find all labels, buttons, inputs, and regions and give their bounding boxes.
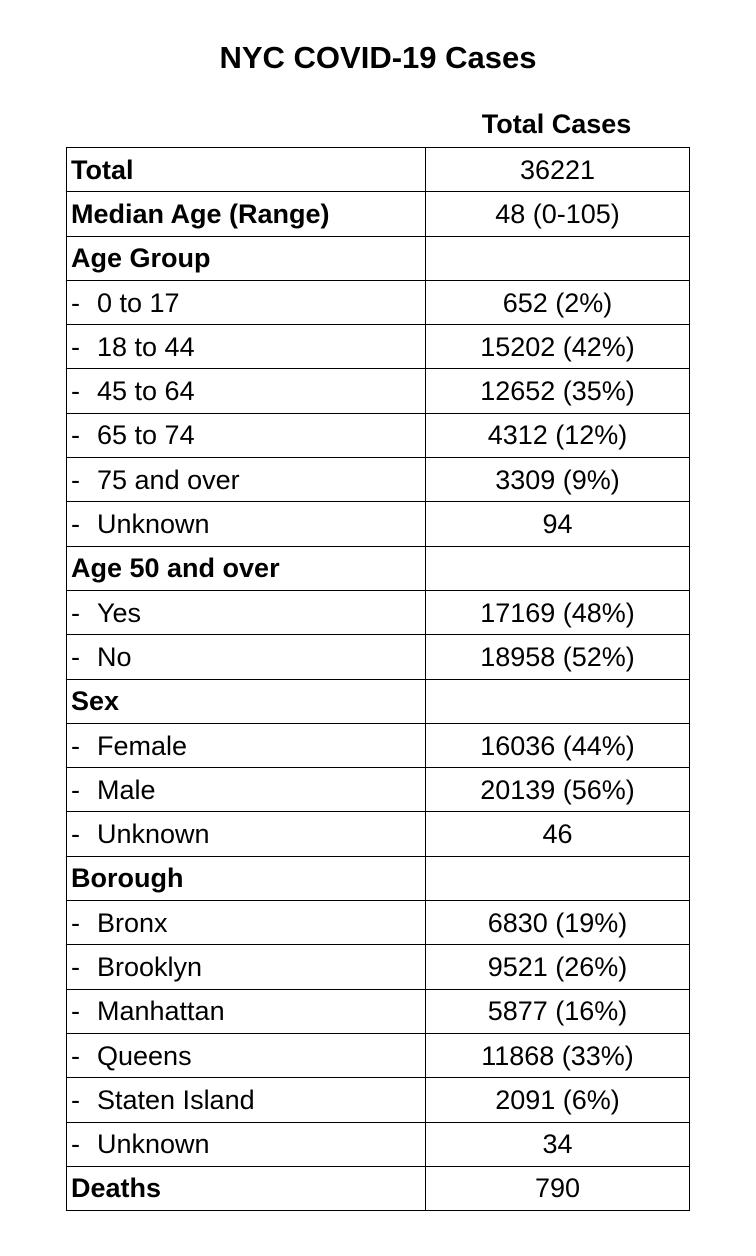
- row-label: 65 to 74: [97, 420, 195, 451]
- table-section-row: [67, 148, 690, 192]
- row-label: Borough: [71, 863, 184, 894]
- row-label: 45 to 64: [97, 376, 195, 407]
- indent-dash: -: [71, 1084, 80, 1115]
- row-label-cell: [67, 989, 426, 1033]
- row-label: Age 50 and over: [71, 553, 280, 584]
- row-label-cell: [67, 901, 426, 945]
- indent-dash: -: [71, 376, 80, 407]
- table-row: [67, 502, 690, 546]
- table-section-row: [67, 192, 690, 236]
- row-label-cell: [67, 280, 426, 324]
- row-value: 9521 (26%): [426, 945, 690, 989]
- row-label-cell: [67, 1033, 426, 1077]
- table-title: NYC COVID-19 Cases: [219, 40, 537, 75]
- row-label-cell: [67, 413, 426, 457]
- row-label-cell: [67, 768, 426, 812]
- indent-dash: -: [71, 819, 80, 850]
- row-label-cell: [67, 236, 426, 280]
- row-value: [426, 546, 690, 590]
- row-value: 790: [426, 1166, 690, 1210]
- indent-dash: -: [71, 907, 80, 938]
- row-value: 36221: [426, 148, 690, 192]
- indent-dash: -: [71, 509, 80, 540]
- row-value: 15202 (42%): [426, 325, 690, 369]
- row-label: 75 and over: [97, 464, 240, 495]
- row-label-cell: [67, 546, 426, 590]
- row-label-cell: [67, 1166, 426, 1210]
- row-label: Yes: [97, 597, 142, 628]
- row-value: 3309 (9%): [426, 458, 690, 502]
- row-value: [426, 236, 690, 280]
- indent-dash: -: [71, 331, 80, 362]
- row-value: [426, 856, 690, 900]
- row-label: Staten Island: [97, 1084, 255, 1115]
- row-label-cell: [67, 1078, 426, 1122]
- table-row: [67, 369, 690, 413]
- row-label: Manhattan: [97, 996, 225, 1027]
- row-label: No: [97, 641, 132, 672]
- row-label-cell: [67, 148, 426, 192]
- row-label-cell: [67, 945, 426, 989]
- row-label: Median Age (Range): [71, 198, 330, 229]
- table-row: [67, 635, 690, 679]
- row-value: 16036 (44%): [426, 723, 690, 767]
- row-value: 48 (0-105): [426, 192, 690, 236]
- indent-dash: -: [71, 597, 80, 628]
- row-label-cell: [67, 723, 426, 767]
- row-label: Deaths: [71, 1173, 162, 1204]
- table-section-row: [67, 236, 690, 280]
- row-label-cell: [67, 325, 426, 369]
- table-body: [67, 148, 690, 1211]
- row-value: 20139 (56%): [426, 768, 690, 812]
- row-label-cell: [67, 502, 426, 546]
- column-header-total-cases: Total Cases: [481, 109, 632, 139]
- row-value: 6830 (19%): [426, 901, 690, 945]
- indent-dash: -: [71, 464, 80, 495]
- row-label: Queens: [97, 1040, 192, 1071]
- row-value: 18958 (52%): [426, 635, 690, 679]
- row-value: 4312 (12%): [426, 413, 690, 457]
- table-section-row: [67, 679, 690, 723]
- row-label-cell: [67, 635, 426, 679]
- row-label: Sex: [71, 686, 120, 717]
- row-value: 12652 (35%): [426, 369, 690, 413]
- table-row: [67, 413, 690, 457]
- row-label: 0 to 17: [97, 287, 180, 318]
- row-label: Bronx: [97, 907, 168, 938]
- row-label: Unknown: [97, 1129, 210, 1160]
- table-row: [67, 989, 690, 1033]
- row-label: Male: [97, 774, 156, 805]
- table-row: [67, 1122, 690, 1166]
- row-label-cell: [67, 1122, 426, 1166]
- covid-cases-table: [66, 147, 690, 1211]
- row-label: Brooklyn: [97, 951, 203, 982]
- row-value: [426, 679, 690, 723]
- row-label-cell: [67, 590, 426, 634]
- indent-dash: -: [71, 774, 80, 805]
- table-row: [67, 325, 690, 369]
- table-row: [67, 458, 690, 502]
- row-label-cell: [67, 458, 426, 502]
- indent-dash: -: [71, 287, 80, 318]
- row-label: Female: [97, 730, 188, 761]
- table-section-row: [67, 1166, 690, 1210]
- row-label-cell: [67, 369, 426, 413]
- row-value: 2091 (6%): [426, 1078, 690, 1122]
- row-label-cell: [67, 679, 426, 723]
- row-label-cell: [67, 812, 426, 856]
- indent-dash: -: [71, 730, 80, 761]
- row-value: 5877 (16%): [426, 989, 690, 1033]
- row-value: 46: [426, 812, 690, 856]
- table-row: [67, 812, 690, 856]
- table-section-row: [67, 856, 690, 900]
- table-row: [67, 1078, 690, 1122]
- table-row: [67, 901, 690, 945]
- table-row: [67, 280, 690, 324]
- row-value: 652 (2%): [426, 280, 690, 324]
- table-row: [67, 590, 690, 634]
- indent-dash: -: [71, 1040, 80, 1071]
- row-value: 17169 (48%): [426, 590, 690, 634]
- table-row: [67, 1033, 690, 1077]
- row-label: 18 to 44: [97, 331, 195, 362]
- table-row: [67, 768, 690, 812]
- row-label: Total: [71, 154, 134, 185]
- indent-dash: -: [71, 420, 80, 451]
- row-value: 94: [426, 502, 690, 546]
- row-value: 34: [426, 1122, 690, 1166]
- indent-dash: -: [71, 641, 80, 672]
- row-value: 11868 (33%): [426, 1033, 690, 1077]
- row-label: Unknown: [97, 509, 210, 540]
- row-label-cell: [67, 856, 426, 900]
- table-row: [67, 945, 690, 989]
- indent-dash: -: [71, 1129, 80, 1160]
- table-row: [67, 723, 690, 767]
- table-section-row: [67, 546, 690, 590]
- row-label: Unknown: [97, 819, 210, 850]
- indent-dash: -: [71, 996, 80, 1027]
- indent-dash: -: [71, 951, 80, 982]
- row-label: Age Group: [71, 243, 211, 274]
- row-label-cell: [67, 192, 426, 236]
